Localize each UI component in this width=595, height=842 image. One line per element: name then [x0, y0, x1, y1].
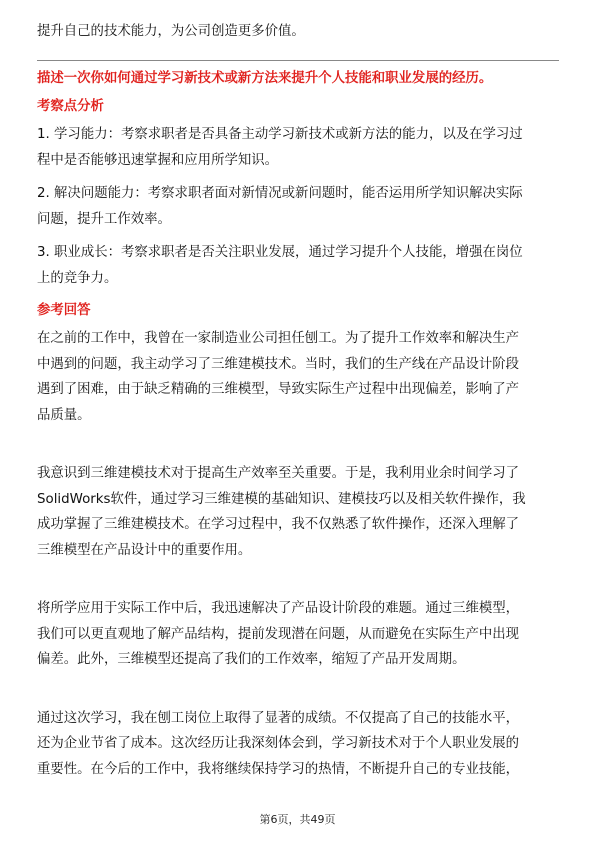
- answer-line: 还为企业节省了成本。这次经历让我深刻体会到，学习新技术对于个人职业发展的: [37, 736, 520, 751]
- analysis-item-problem-solving: [37, 181, 559, 232]
- answer-line: 成功掌握了三维建模技术。在学习过程中，我不仅熟悉了软件操作，还深入理解了: [37, 517, 520, 532]
- analysis-line: 2. 解决问题能力：考察求职者面对新情况或新问题时，能否运用所学知识解决实际: [37, 186, 523, 201]
- analysis-line: 上的竞争力。: [37, 270, 118, 286]
- answer-line: 我意识到三维建模技术对于提高生产效率至关重要。于是，我利用业余时间学习了: [37, 466, 520, 481]
- analysis-line: 3. 职业成长：考察求职者是否关注职业发展，通过学习提升个人技能，增强在岗位: [37, 245, 523, 260]
- answer-line: 偏差。此外，三维模型还提高了我们的工作效率，缩短了产品开发周期。: [37, 652, 466, 667]
- answer-heading: 参考回答: [37, 303, 91, 318]
- analysis-heading: 考察点分析: [37, 99, 104, 114]
- answer-line: 在之前的工作中，我曾在一家制造业公司担任刨工。为了提升工作效率和解决生产: [37, 331, 520, 346]
- answer-paragraph: [37, 706, 559, 783]
- answer-paragraph: [37, 461, 559, 563]
- answer-body: [37, 326, 559, 815]
- answer-paragraph: [37, 596, 559, 673]
- answer-line: 品质量。: [37, 407, 91, 423]
- answer-line: 通过这次学习，我在刨工岗位上取得了显著的成绩。不仅提高了自己的技能水平，: [37, 710, 520, 726]
- analysis-list: [37, 122, 559, 299]
- analysis-line: 程中是否能够迅速掌握和应用所学知识。: [37, 152, 279, 168]
- analysis-item-career-growth: [37, 240, 559, 291]
- answer-line: 重要性。在今后的工作中，我将继续保持学习的热情，不断提升自己的专业技能，: [37, 761, 520, 777]
- page-number-footer: 第6页，共49页: [259, 813, 336, 826]
- answer-line: SolidWorks软件，通过学习三维建模的基础知识、建模技巧以及相关软件操作，我: [37, 491, 526, 507]
- answer-line: 将所学应用于实际工作中后，我迅速解决了产品设计阶段的难题。通过三维模型，: [37, 601, 520, 616]
- analysis-line: 1. 学习能力：考察求职者是否具备主动学习新技术或新方法的能力，以及在学习过: [37, 127, 523, 142]
- answer-line: 中遇到的问题，我主动学习了三维建模技术。当时，我们的生产线在产品设计阶段: [37, 356, 520, 372]
- answer-line: 遇到了困难，由于缺乏精确的三维模型，导致实际生产过程中出现偏差，影响了产: [37, 382, 520, 397]
- analysis-line: 问题，提升工作效率。: [37, 211, 171, 227]
- section-divider: [37, 60, 559, 61]
- analysis-item-learning: [37, 122, 559, 173]
- answer-paragraph: [37, 326, 559, 428]
- question-title: 描述一次你如何通过学习新技术或新方法来提升个人技能和职业发展的经历。: [37, 71, 493, 86]
- answer-line: 三维模型在产品设计中的重要作用。: [37, 542, 252, 558]
- answer-line: 我们可以更直观地了解产品结构，提前发现潜在问题，从而避免在实际生产中出现: [37, 626, 520, 642]
- intro-line: 提升自己的技术能力，为公司创造更多价值。: [37, 24, 305, 39]
